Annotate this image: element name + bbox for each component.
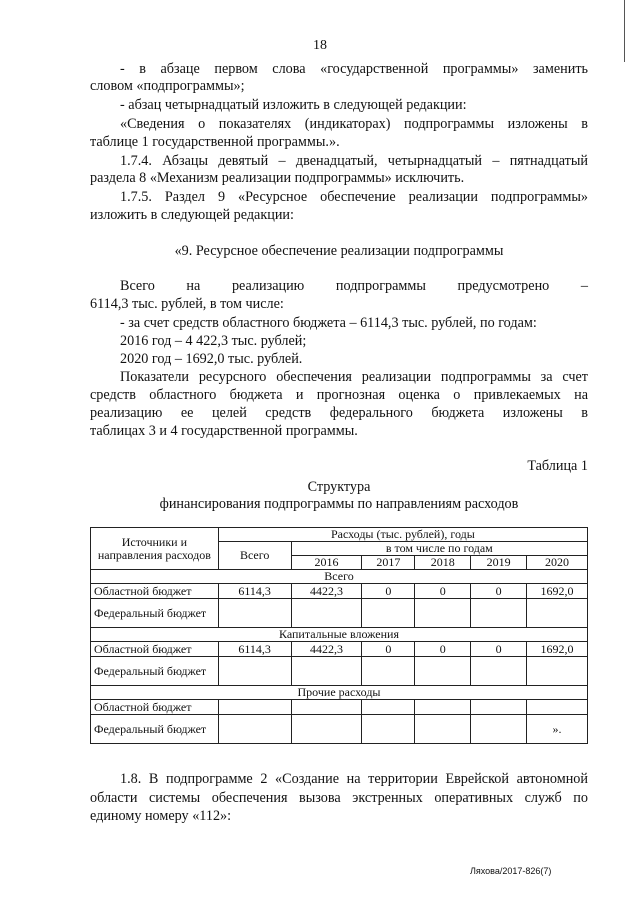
- para5-line2: изложить в следующей редакции:: [90, 207, 294, 223]
- cell-2020: 1692,0: [527, 642, 588, 657]
- financing-table: [90, 527, 588, 744]
- table-row: [91, 584, 588, 599]
- cell-2016: 4422,3: [291, 642, 362, 657]
- page-number: 18: [313, 38, 327, 53]
- para3-line2: таблице 1 государственной программы.».: [90, 134, 340, 150]
- header-year: 2016: [291, 556, 362, 570]
- para-1-8-line3: единому номеру «112»:: [90, 808, 232, 824]
- row-name: Областной бюджет: [91, 584, 219, 599]
- cell-2016: 4422,3: [291, 584, 362, 599]
- year-2016-line: 2016 год – 4 422,3 тыс. рублей;: [120, 333, 307, 349]
- cell-2018: [415, 657, 471, 686]
- cell-2017: [362, 599, 415, 628]
- row-name: Областной бюджет: [91, 700, 219, 715]
- cell-2019: [471, 599, 527, 628]
- cell-total: [218, 599, 291, 628]
- indicators-line1: Показатели ресурсного обеспечения реализации подпрограммы за счет: [120, 369, 588, 385]
- cell-2018: [415, 599, 471, 628]
- header-year: 2017: [362, 556, 415, 570]
- cell-2016: [291, 657, 362, 686]
- indicators-line4: таблицах 3 и 4 государственной программы.: [90, 423, 358, 439]
- section-heading: «9. Ресурсное обеспечение реализации подпрограммы: [174, 243, 504, 259]
- row-name: Федеральный бюджет: [91, 715, 219, 744]
- cell-2020: [527, 700, 588, 715]
- cell-2018: 0: [415, 584, 471, 599]
- header-sources: Источники и направления расходов: [91, 528, 219, 570]
- table-row: [91, 657, 588, 686]
- cell-2019: 0: [471, 584, 527, 599]
- section-title: Капитальные вложения: [91, 628, 588, 642]
- para1-line2: словом «подпрограммы»;: [90, 78, 245, 94]
- table-title: Структура: [307, 479, 371, 495]
- para3-line1: «Сведения о показателях (индикаторах) подпрограммы изложены в: [120, 116, 588, 132]
- cell-2020: [527, 599, 588, 628]
- table-row: [91, 599, 588, 628]
- header-year: 2018: [415, 556, 471, 570]
- cell-2020: [527, 657, 588, 686]
- row-name: Областной бюджет: [91, 642, 219, 657]
- cell-2017: [362, 700, 415, 715]
- cell-total: [218, 715, 291, 744]
- para1-line1: - в абзаце первом слова «государственной программы» заменить: [120, 61, 588, 77]
- cell-2017: 0: [362, 584, 415, 599]
- cell-2019: [471, 715, 527, 744]
- cell-total: 6114,3: [218, 584, 291, 599]
- para2: - абзац четырнадцатый изложить в следующей редакции:: [120, 97, 467, 113]
- row-name: Федеральный бюджет: [91, 657, 219, 686]
- header-total: Всего: [218, 542, 291, 570]
- cell-2017: 0: [362, 642, 415, 657]
- cell-2016: [291, 715, 362, 744]
- para4-line2: раздела 8 «Механизм реализации подпрограммы» исключить.: [90, 170, 465, 186]
- cell-2017: [362, 715, 415, 744]
- indicators-line2: средств областного бюджета и прогнозная оценка о привлекаемых на: [90, 387, 588, 403]
- year-2020-line: 2020 год – 1692,0 тыс. рублей.: [120, 351, 303, 367]
- cell-2018: [415, 715, 471, 744]
- table-subtitle: финансирования подпрограммы по направлениям расходов: [159, 496, 519, 512]
- cell-2018: 0: [415, 642, 471, 657]
- cell-total: [218, 700, 291, 715]
- total-line1: Всего на реализацию подпрограммы предусмотрено –: [120, 278, 588, 294]
- row-name: Федеральный бюджет: [91, 599, 219, 628]
- cell-2019: [471, 700, 527, 715]
- table-label: Таблица 1: [527, 458, 588, 474]
- cell-2020: ».: [527, 715, 588, 744]
- regional-budget-line: - за счет средств областного бюджета – 6114,3 тыс. рублей, по годам:: [120, 315, 537, 331]
- section-title: Прочие расходы: [91, 686, 588, 700]
- cell-2018: [415, 700, 471, 715]
- header-year: 2020: [527, 556, 588, 570]
- cell-2017: [362, 657, 415, 686]
- total-line2: 6114,3 тыс. рублей, в том числе:: [90, 296, 284, 312]
- para4-line1: 1.7.4. Абзацы девятый – двенадцатый, четырнадцатый – пятнадцатый: [120, 153, 588, 169]
- para-1-8-line1: 1.8. В подпрограмме 2 «Создание на территории Еврейской автономной: [120, 771, 588, 787]
- para5-line1: 1.7.5. Раздел 9 «Ресурсное обеспечение реализации подпрограммы»: [120, 189, 588, 205]
- section-title: Всего: [91, 570, 588, 584]
- table-row: [91, 642, 588, 657]
- header-year: 2019: [471, 556, 527, 570]
- indicators-line3: реализацию ее целей средств федерального бюджета изложены в: [90, 405, 588, 421]
- cell-2020: 1692,0: [527, 584, 588, 599]
- header-by-years: в том числе по годам: [291, 542, 587, 556]
- para-1-8-line2: области системы обеспечения вызова экстренных оперативных служб по: [90, 790, 588, 806]
- cell-2019: [471, 657, 527, 686]
- footer-code: Ляхова/2017-826(7): [470, 866, 552, 876]
- cell-2019: 0: [471, 642, 527, 657]
- table-row: [91, 715, 588, 744]
- cell-2016: [291, 700, 362, 715]
- cell-total: 6114,3: [218, 642, 291, 657]
- cell-2016: [291, 599, 362, 628]
- cell-total: [218, 657, 291, 686]
- table-row: [91, 700, 588, 715]
- header-expenses: Расходы (тыс. рублей), годы: [218, 528, 587, 542]
